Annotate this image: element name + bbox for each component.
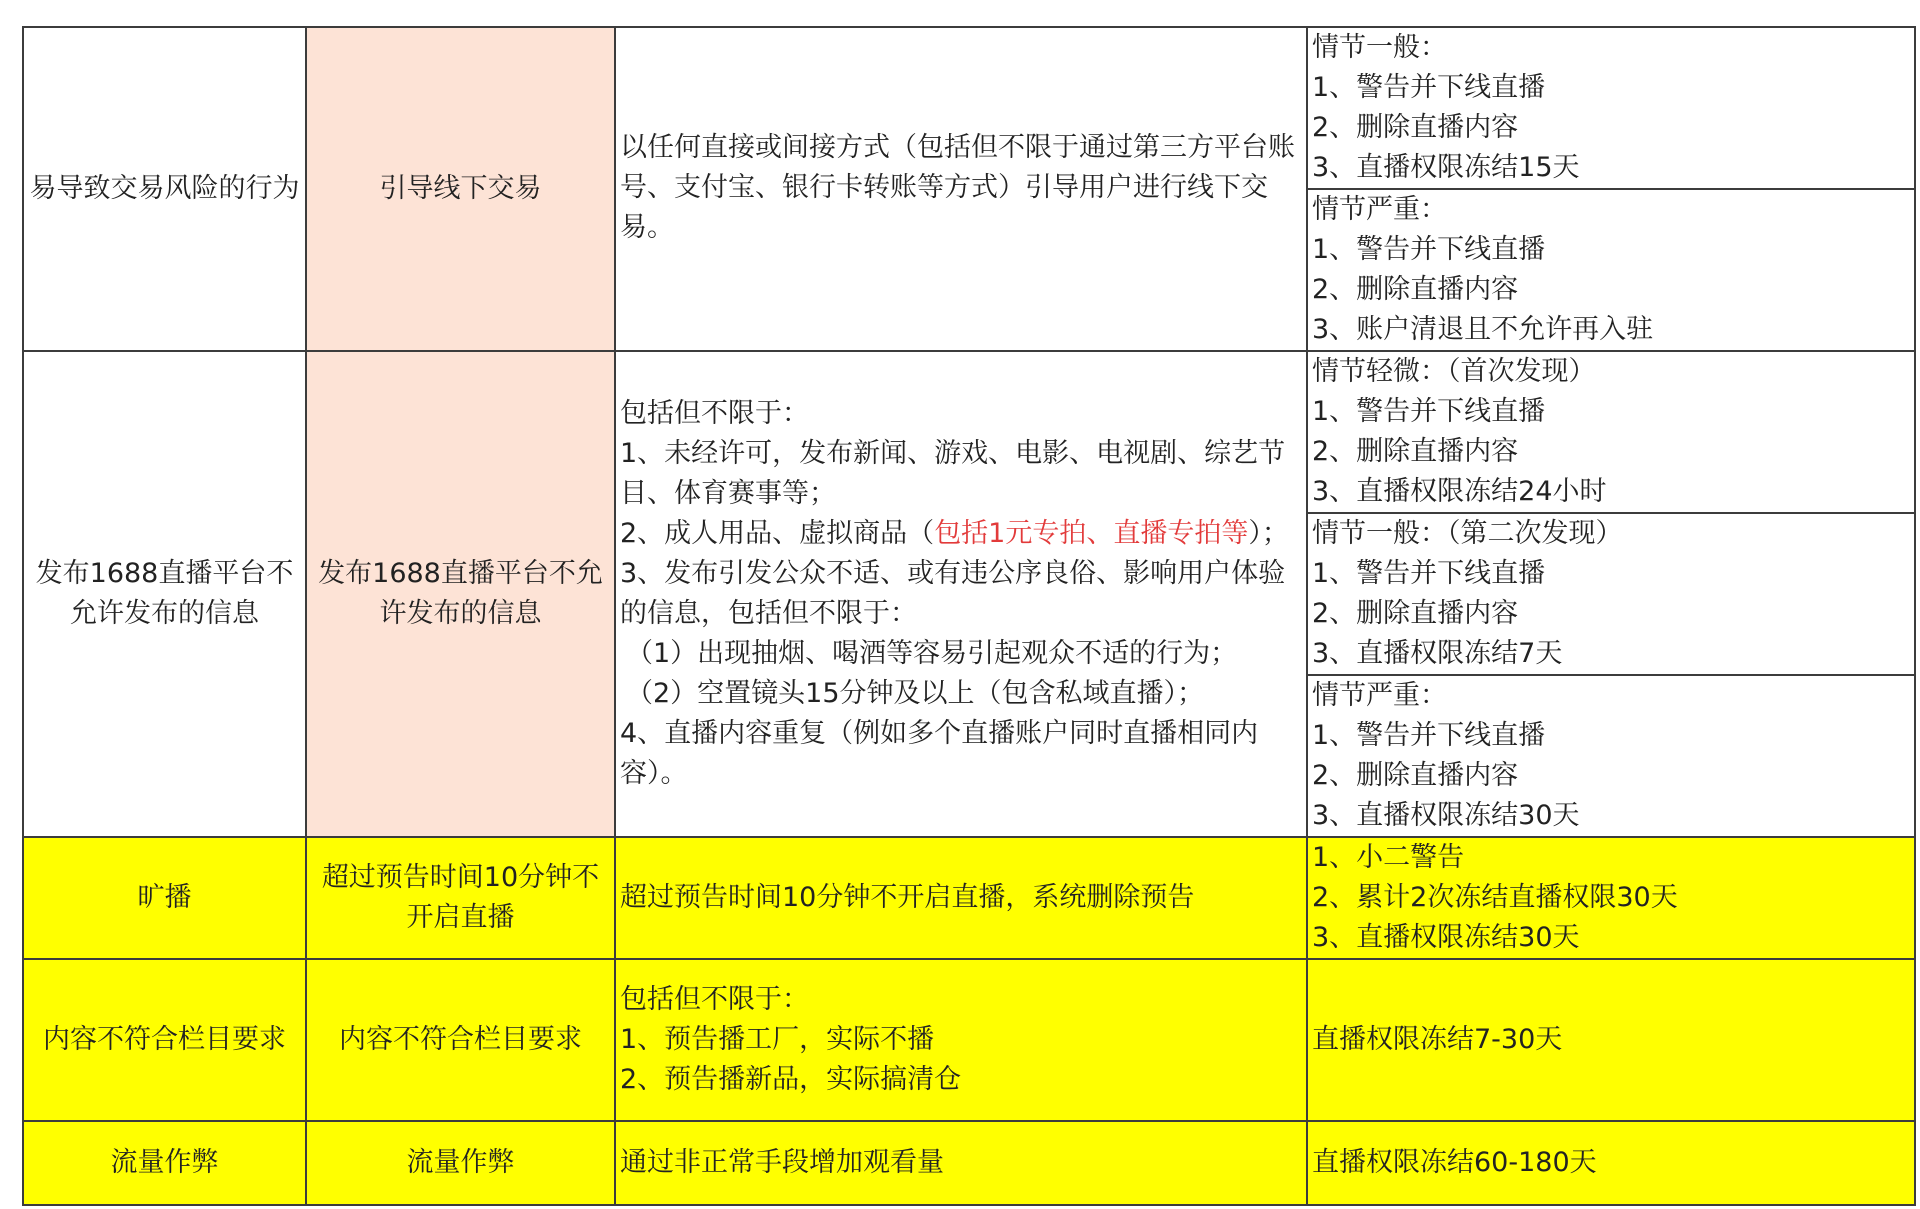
category-cell: [23, 27, 306, 351]
penalty-line: 3、直播权限冻结30天: [1312, 922, 1580, 953]
description-text: ）；: [1248, 518, 1289, 549]
description-text: 通过非正常手段增加观看量: [620, 1147, 944, 1178]
category-cell: [23, 959, 306, 1121]
description-cell: [615, 837, 1307, 959]
highlight-text: 包括1元专拍、直播专拍等: [934, 518, 1249, 549]
penalty-heading: 情节严重：: [1312, 194, 1447, 225]
table-row: [23, 27, 1915, 189]
penalty-line: 3、直播权限冻结30天: [1312, 800, 1580, 831]
penalty-rules-table: [22, 26, 1916, 1206]
penalty-line: 1、警告并下线直播: [1312, 720, 1546, 751]
table-row: [23, 1121, 1915, 1205]
penalty-line: 2、累计2次冻结直播权限30天: [1312, 882, 1678, 913]
item-text: 超过预告时间10分钟不开启直播: [321, 862, 600, 933]
category-text: 内容不符合栏目要求: [43, 1024, 286, 1055]
item-cell: [306, 351, 615, 837]
penalty-cell: [1307, 189, 1915, 351]
penalty-line: 1、小二警告: [1312, 842, 1465, 873]
penalty-line: 2、删除直播内容: [1312, 436, 1519, 467]
item-cell: [306, 27, 615, 351]
table-row: [23, 837, 1915, 959]
penalty-cell: [1307, 837, 1915, 959]
item-text: 流量作弊: [406, 1147, 515, 1178]
category-cell: [23, 351, 306, 837]
description-subpoint: （1）出现抽烟、喝酒等容易引起观众不适的行为；: [626, 638, 1238, 669]
penalty-line: 3、直播权限冻结15天: [1312, 152, 1580, 183]
item-text: 内容不符合栏目要求: [339, 1024, 582, 1055]
penalty-heading: 情节一般：（第二次发现）: [1312, 518, 1623, 549]
table-row: [23, 959, 1915, 1121]
description-point: [620, 514, 1302, 554]
description-cell: [615, 27, 1307, 351]
category-text: 发布1688直播平台不允许发布的信息: [35, 558, 294, 629]
penalty-cell: [1307, 27, 1915, 189]
description-point: 1、未经许可，发布新闻、游戏、电影、电视剧、综艺节目、体育赛事等；: [620, 438, 1286, 509]
penalty-line: 1、警告并下线直播: [1312, 396, 1546, 427]
item-text: 引导线下交易: [379, 173, 542, 204]
description-text: 超过预告时间10分钟不开启直播，系统删除预告: [620, 882, 1195, 913]
description-intro: 包括但不限于：: [620, 398, 809, 429]
category-text: 流量作弊: [110, 1147, 219, 1178]
penalty-line: 1、警告并下线直播: [1312, 558, 1546, 589]
description-text: 2、成人用品、虚拟商品（: [620, 518, 935, 549]
table-row: [23, 351, 1915, 513]
penalty-line: 2、删除直播内容: [1312, 598, 1519, 629]
description-intro: 包括但不限于：: [620, 984, 809, 1015]
category-cell: [23, 837, 306, 959]
item-text: 发布1688直播平台不允许发布的信息: [318, 558, 603, 629]
item-cell: [306, 959, 615, 1121]
penalty-text: 直播权限冻结7-30天: [1312, 1024, 1563, 1055]
penalty-line: 3、账户清退且不允许再入驻: [1312, 314, 1654, 345]
description-point: 4、直播内容重复（例如多个直播账户同时直播相同内容）。: [620, 718, 1259, 789]
category-text: 易导致交易风险的行为: [29, 173, 300, 204]
penalty-line: 3、直播权限冻结24小时: [1312, 476, 1607, 507]
description-text: 以任何直接或间接方式（包括但不限于通过第三方平台账号、支付宝、银行卡转账等方式）引导用户进行线下交易。: [620, 132, 1295, 243]
description-cell: [615, 959, 1307, 1121]
description-cell: [615, 351, 1307, 837]
penalty-line: 2、删除直播内容: [1312, 760, 1519, 791]
description-cell: [615, 1121, 1307, 1205]
description-point: 3、发布引发公众不适、或有违公序良俗、影响用户体验的信息，包括但不限于：: [620, 558, 1286, 629]
description-subpoint: （2）空置镜头15分钟及以上（包含私域直播）；: [626, 678, 1205, 709]
category-text: 旷播: [137, 882, 192, 913]
category-cell: [23, 1121, 306, 1205]
description-point: 1、预告播工厂，实际不播: [620, 1024, 935, 1055]
penalty-cell: [1307, 675, 1915, 837]
penalty-heading: 情节轻微：（首次发现）: [1312, 356, 1596, 387]
penalty-heading: 情节一般：: [1312, 32, 1447, 63]
penalty-line: 1、警告并下线直播: [1312, 72, 1546, 103]
penalty-line: 2、删除直播内容: [1312, 274, 1519, 305]
description-point: 2、预告播新品，实际搞清仓: [620, 1064, 962, 1095]
item-cell: [306, 837, 615, 959]
penalty-cell: [1307, 351, 1915, 513]
penalty-cell: [1307, 513, 1915, 675]
penalty-cell: [1307, 959, 1915, 1121]
penalty-line: 3、直播权限冻结7天: [1312, 638, 1563, 669]
penalty-line: 1、警告并下线直播: [1312, 234, 1546, 265]
penalty-text: 直播权限冻结60-180天: [1312, 1147, 1597, 1178]
penalty-line: 2、删除直播内容: [1312, 112, 1519, 143]
penalty-heading: 情节严重：: [1312, 680, 1447, 711]
penalty-cell: [1307, 1121, 1915, 1205]
item-cell: [306, 1121, 615, 1205]
